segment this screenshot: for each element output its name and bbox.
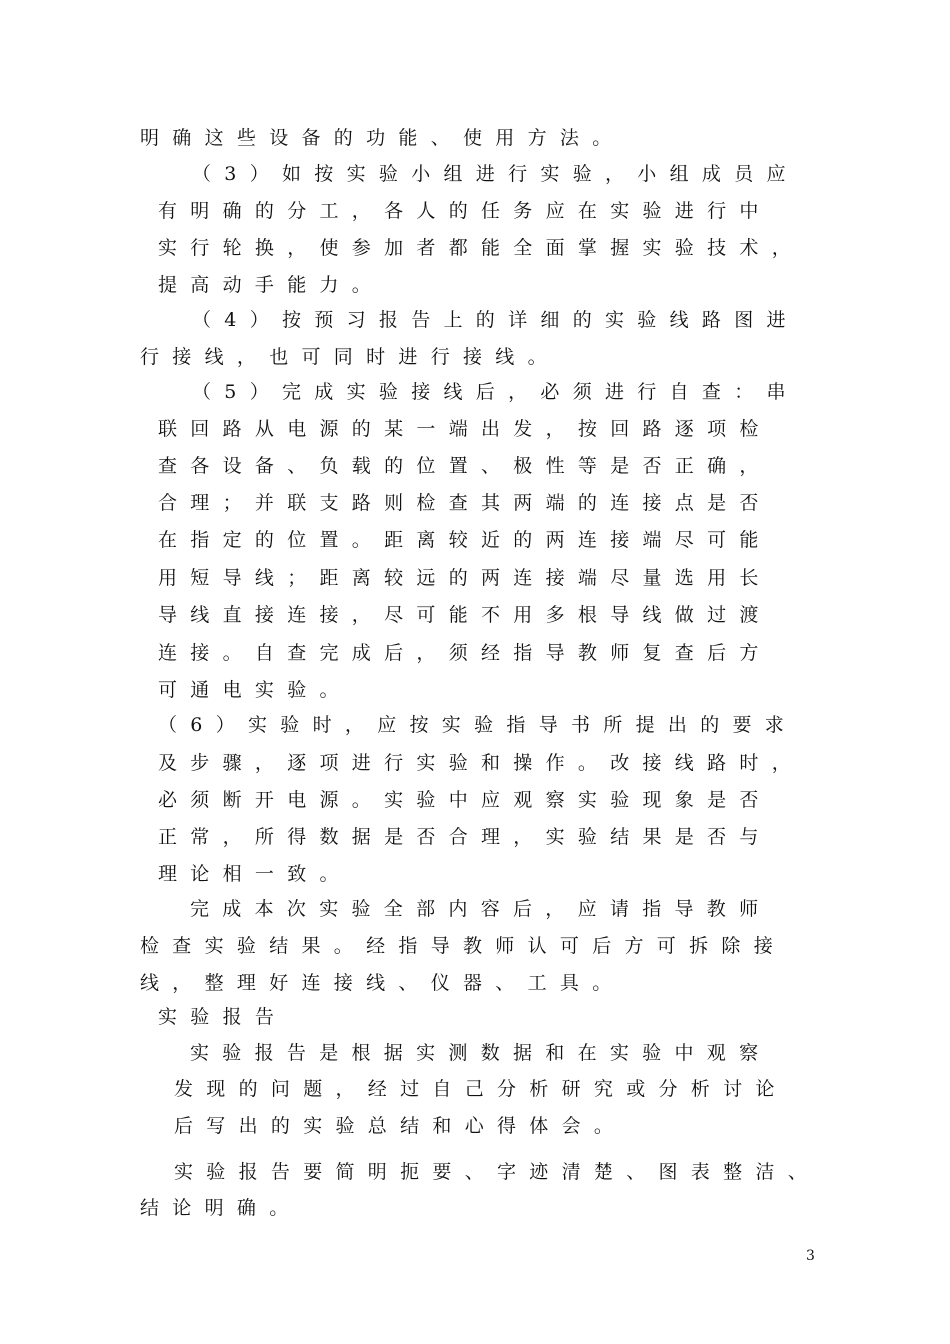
text-line: 线，整理好连接线、仪器、工具。 — [140, 972, 625, 994]
text-line: 在指定的位置。距离较近的两连接端尽可能 — [158, 529, 772, 551]
text-line: 理论相一致。 — [158, 863, 352, 885]
text-line: 后写出的实验总结和心得体会。 — [174, 1115, 627, 1137]
text-line: 及步骤，逐项进行实验和操作。改接线路时， — [158, 752, 805, 774]
text-line: 实验报告要简明扼要、字迹清楚、图表整洁、 — [174, 1161, 821, 1183]
text-line: （6）实验时，应按实验指导书所提出的要求 — [158, 714, 798, 736]
text-line: （3）如按实验小组进行实验，小组成员应 — [192, 163, 799, 185]
text-line: （4）按预习报告上的详细的实验线路图进 — [192, 309, 799, 331]
text-line: 有明确的分工，各人的任务应在实验进行中 — [158, 200, 772, 222]
text-line: 实验报告是根据实测数据和在实验中观察 — [190, 1042, 772, 1064]
text-line: 必须断开电源。实验中应观察实验现象是否 — [158, 789, 772, 811]
text-line: 用短导线；距离较远的两连接端尽量选用长 — [158, 567, 772, 589]
text-line: 正常，所得数据是否合理，实验结果是否与 — [158, 826, 772, 848]
text-line: 检查实验结果。经指导教师认可后方可拆除接 — [140, 935, 787, 957]
text-line: 查各设备、负载的位置、极性等是否正确， — [158, 455, 772, 477]
text-line: 连接。自查完成后，须经指导教师复查后方 — [158, 642, 772, 664]
text-line: 提高动手能力。 — [158, 274, 385, 296]
text-line: 合理；并联支路则检查其两端的连接点是否 — [158, 492, 772, 514]
text-line: 完成本次实验全部内容后，应请指导教师 — [190, 898, 772, 920]
text-line: 发现的问题，经过自己分析研究或分析讨论 — [174, 1078, 788, 1100]
text-line: 行接线，也可同时进行接线。 — [140, 346, 560, 368]
text-line: 实行轮换，使参加者都能全面掌握实验技术， — [158, 237, 805, 259]
text-line: 可通电实验。 — [158, 679, 352, 701]
section-heading: 实验报告 — [158, 1006, 288, 1028]
page-number: 3 — [806, 1248, 815, 1264]
text-line: 明确这些设备的功能、使用方法。 — [140, 127, 625, 149]
text-line: 联回路从电源的某一端出发，按回路逐项检 — [158, 418, 772, 440]
text-line: 结论明确。 — [140, 1197, 302, 1219]
text-line: 导线直接连接，尽可能不用多根导线做过渡 — [158, 604, 772, 626]
text-line: （5）完成实验接线后，必须进行自查：串 — [192, 381, 799, 403]
